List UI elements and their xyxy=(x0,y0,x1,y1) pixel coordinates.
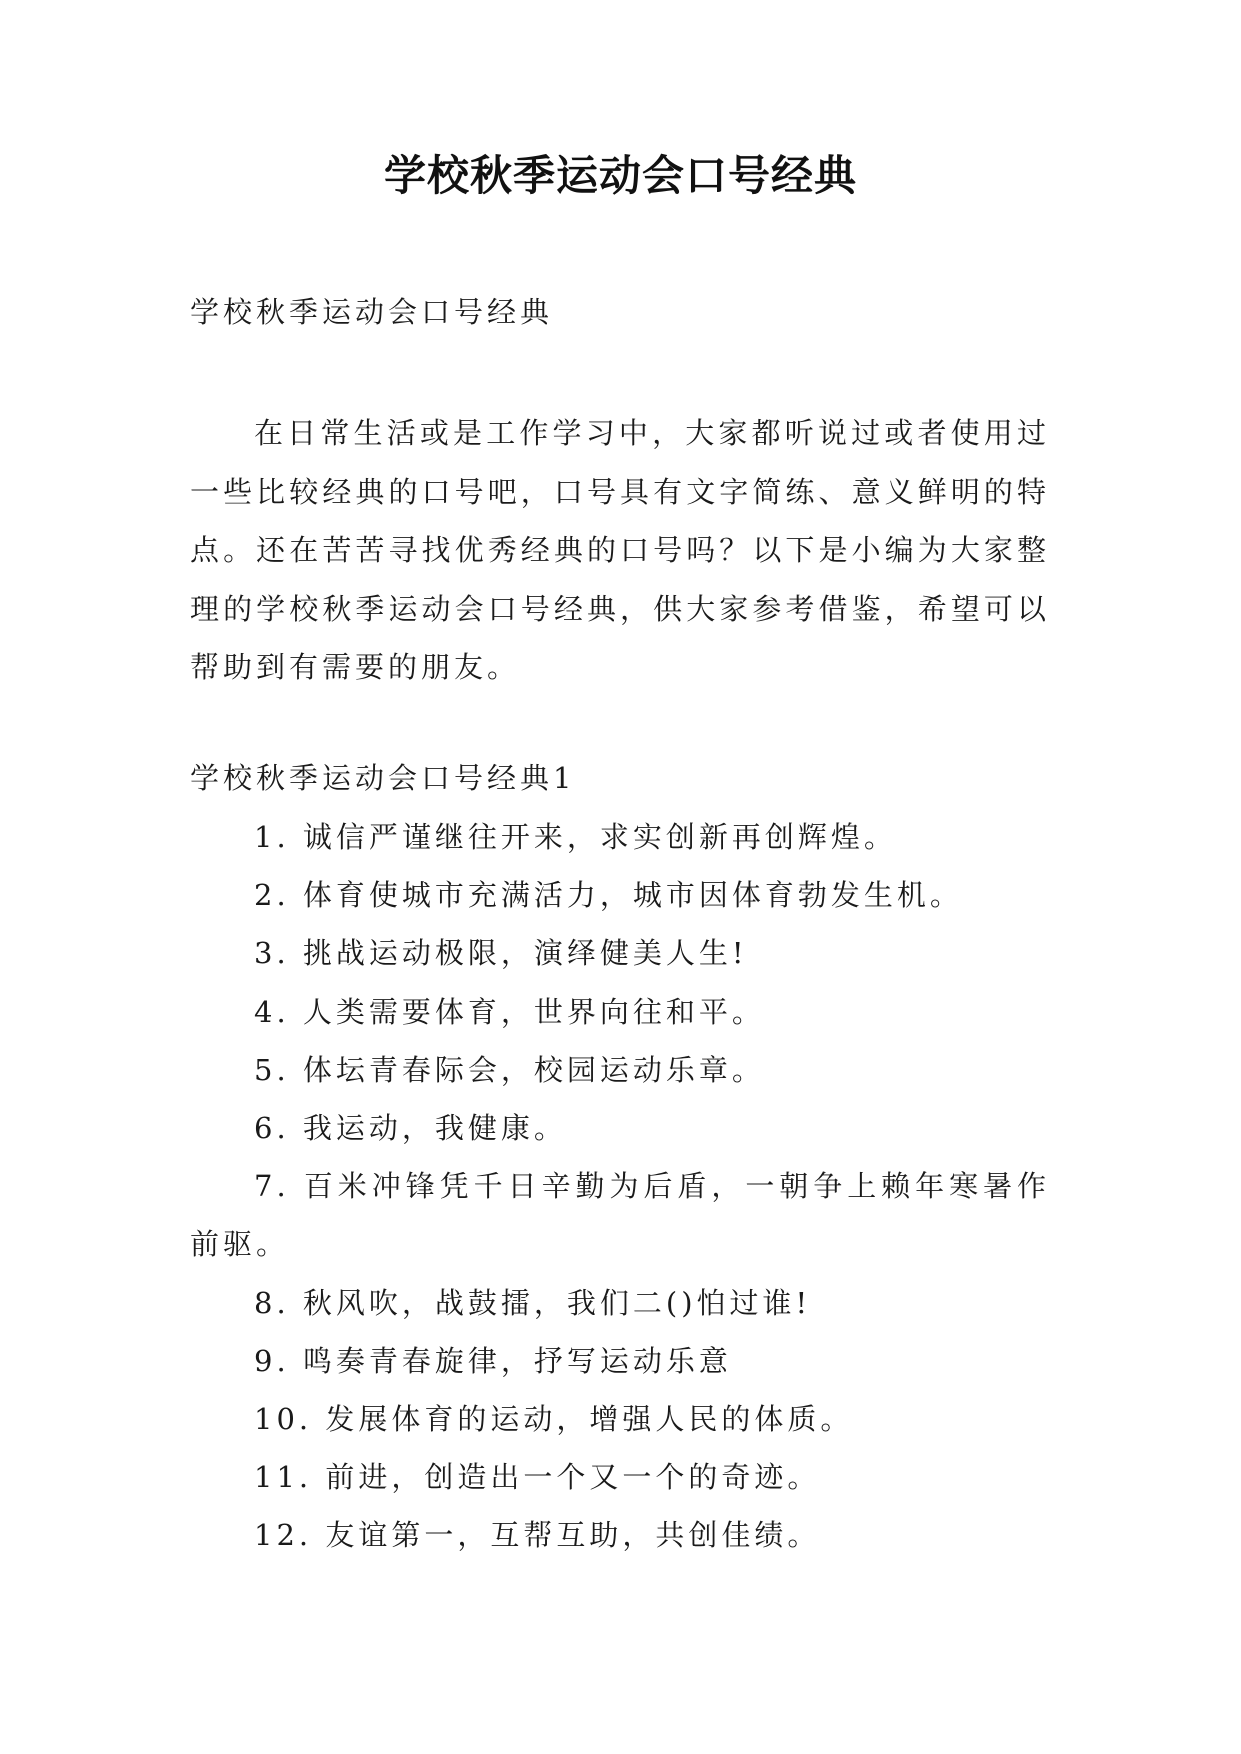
slogan-item: 11. 前进，创造出一个又一个的奇迹。 xyxy=(254,1460,821,1495)
document-subtitle: 学校秋季运动会口号经典 xyxy=(190,295,554,329)
slogan-item: 10. 发展体育的运动，增强人民的体质。 xyxy=(254,1402,854,1437)
slogan-list xyxy=(190,808,1050,1565)
slogan-item: 6. 我运动，我健康。 xyxy=(254,1111,567,1146)
section-heading: 学校秋季运动会口号经典1 xyxy=(190,761,576,795)
slogan-item: 12. 友谊第一，互帮互助，共创佳绩。 xyxy=(254,1518,821,1553)
slogan-item: 4. 人类需要体育，世界向往和平。 xyxy=(254,994,765,1029)
slogan-item: 3. 挑战运动极限，演绎健美人生! xyxy=(254,936,748,971)
slogan-item: 2. 体育使城市充满活力，城市因体育勃发生机。 xyxy=(254,878,963,913)
document-title: 学校秋季运动会口号经典 xyxy=(383,151,857,200)
slogan-item: 7. 百米冲锋凭千日辛勤为后盾，一朝争上赖年寒暑作前驱。 xyxy=(190,1169,1050,1262)
slogan-item: 5. 体坛青春际会，校园运动乐章。 xyxy=(254,1052,765,1087)
intro-paragraph: 在日常生活或是工作学习中，大家都听说过或者使用过一些比较经典的口号吧，口号具有文字简练、意义鲜明的特点。还在苦苦寻找优秀经典的口号吗？以下是小编为大家整理的学校秋季运动会口号经典，供大家参考借鉴，希望可以帮助到有需要的朋友。 xyxy=(190,416,1050,684)
slogan-item: 9. 鸣奏青春旋律，抒写运动乐意 xyxy=(254,1343,732,1378)
slogan-item: 8. 秋风吹，战鼓擂，我们二()怕过谁! xyxy=(254,1285,812,1320)
slogan-item: 1. 诚信严谨继往开来，求实创新再创辉煌。 xyxy=(254,820,897,854)
